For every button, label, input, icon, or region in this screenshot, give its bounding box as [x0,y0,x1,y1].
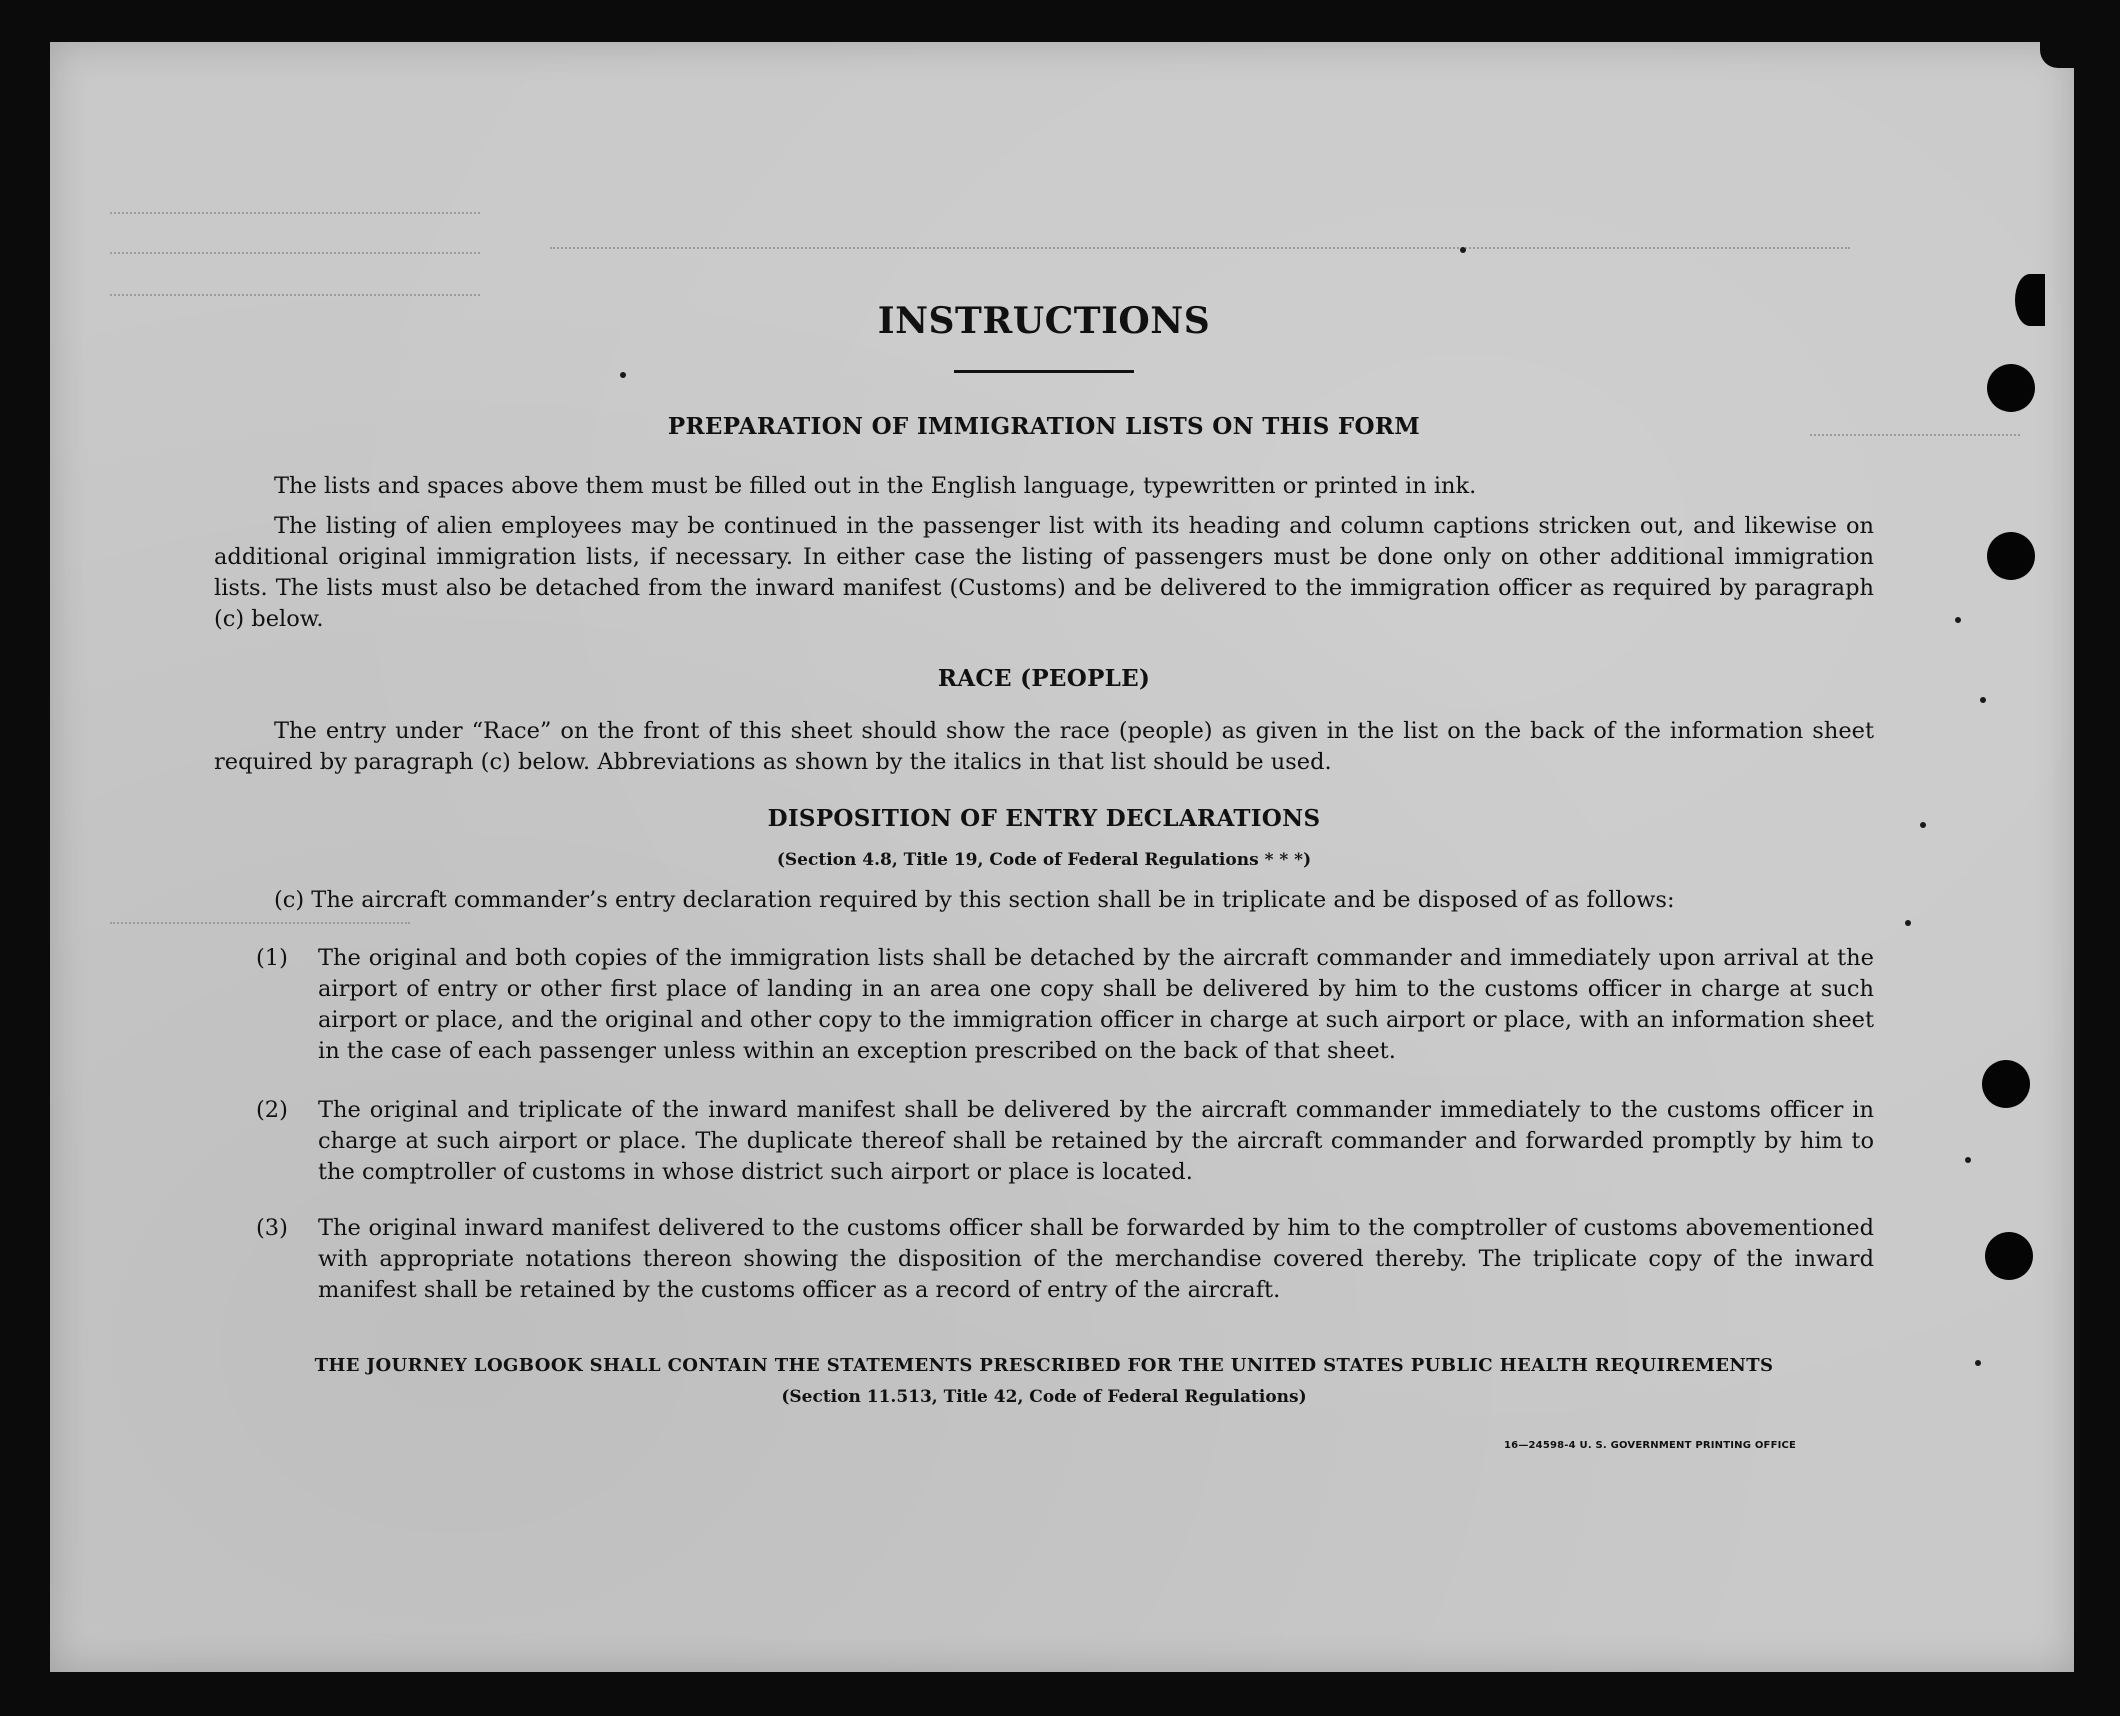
disposition-item-1 [256,943,1874,1067]
item-number: (3) [256,1215,288,1241]
paper-speck [1955,617,1961,623]
binder-hole [2015,274,2045,326]
disposition-subheading: (Section 4.8, Title 19, Code of Federal Regulations * * *) [776,850,1312,870]
paper-speck [620,372,626,378]
bleed-through-rule [110,252,480,254]
bleed-through-rule [110,922,410,924]
binder-hole [1987,532,2035,580]
disposition-item-3 [256,1213,1874,1306]
paper-speck [1980,697,1986,703]
paper-speck [1965,1157,1971,1163]
health-requirements-citation: (Section 11.513, Title 42, Code of Federal Regulations) [781,1387,1307,1407]
race-heading: RACE (PEOPLE) [937,665,1151,692]
binder-hole [1987,364,2035,412]
item-text: The original inward manifest delivered to the customs officer shall be forwarded by him to the comptroller of customs abovementioned with appropriate notations thereon showing the disposition of the merchandise covered thereby. The triplicate copy of the inward manifest shall be retained by the customs officer as a record of entry of the aircraft. [318,1215,1874,1303]
race-paragraph: The entry under “Race” on the front of this sheet should show the race (people) as given in the list on the back of the information sheet required by paragraph (c) below. Abbreviations as shown by the italics in that list should be used. [214,718,1874,775]
paper-speck [1905,920,1911,926]
paper-speck [1920,822,1926,828]
binder-hole [1982,1060,2030,1108]
preparation-paragraph-2: The listing of alien employees may be continued in the passenger list with its heading and column captions stricken out, and likewise on additional original immigration lists, if necessary. In either case the listing of passengers must be done only on other additional immigration lists. The lists must also be detached from the inward manifest (Customs) and be delivered to the immigration officer as required by paragraph (c) below. [214,513,1874,632]
page-title: INSTRUCTIONS [877,300,1211,342]
preparation-heading: PREPARATION OF IMMIGRATION LISTS ON THIS FORM [667,413,1421,440]
bleed-through-rule [110,212,480,214]
disposition-item-2 [256,1095,1874,1188]
item-text: The original and both copies of the immigration lists shall be detached by the aircraft commander and immediately upon arrival at the airport of entry or other first place of landing in an area one copy shall be delivered by him to the customs officer in charge at such airport or place, and the original and other copy to the immigration officer in charge at such airport or place, with an information sheet in the case of each passenger unless within an exception prescribed on the back of that sheet. [318,945,1874,1064]
bleed-through-rule [550,247,1850,249]
bleed-through-rule [110,294,480,296]
item-number: (1) [256,945,288,971]
printing-office-imprint: 16—24598-4 U. S. GOVERNMENT PRINTING OFFICE [1504,1440,1797,1451]
corner-notch [2040,42,2074,68]
paper-speck [1975,1360,1981,1366]
disposition-heading: DISPOSITION OF ENTRY DECLARATIONS [767,805,1321,832]
preparation-paragraph-1: The lists and spaces above them must be filled out in the English language, typewritten or printed in ink. [274,473,1477,499]
binder-hole [1985,1232,2033,1280]
item-number: (2) [256,1097,288,1123]
title-underline [954,370,1134,373]
item-text: The original and triplicate of the inward manifest shall be delivered by the aircraft commander immediately to the customs officer in charge at such airport or place. The duplicate thereof shall be retained by the aircraft commander and forwarded promptly by him to the comptroller of customs in whose district such airport or place is located. [318,1097,1874,1185]
health-requirements-caption: THE JOURNEY LOGBOOK SHALL CONTAIN THE STATEMENTS PRESCRIBED FOR THE UNITED STATES PUBLIC HEALTH REQUIREMENTS [314,1355,1774,1376]
disposition-intro: (c) The aircraft commander’s entry declaration required by this section shall be in triplicate and be disposed of as follows: [274,887,1675,913]
paper-speck [1460,247,1466,253]
